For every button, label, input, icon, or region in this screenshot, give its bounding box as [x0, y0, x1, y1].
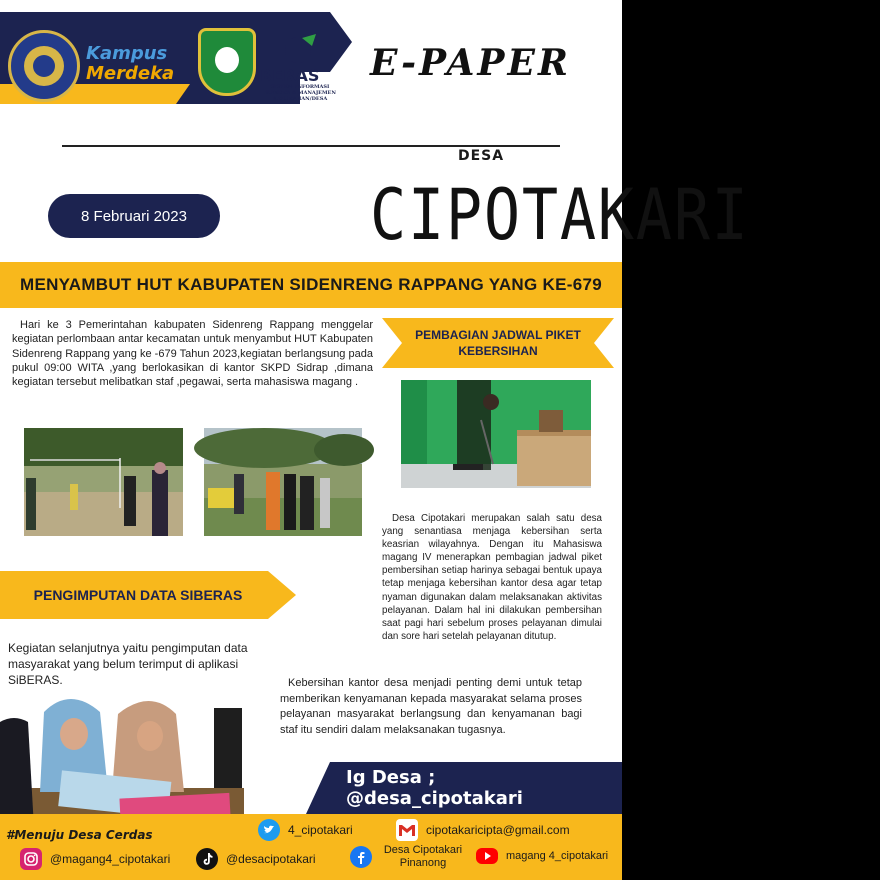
- hashtag: #Menuju Desa Cerdas: [6, 828, 153, 842]
- instagram-icon: [20, 848, 42, 870]
- village-name: CIPOTAKARI: [370, 174, 750, 256]
- volleyball-photo: [24, 428, 183, 536]
- siberas-subtitle: SISTEM INFORMASI BUMDES & MANAJEMEN KELURAHAN/DESA: [264, 84, 336, 102]
- email-link[interactable]: [396, 819, 570, 841]
- facebook-page: Desa Cipotakari Pinanong: [383, 844, 463, 869]
- instagram-account: @magang4_cipotakari: [50, 852, 171, 866]
- tug-of-war-photo: [204, 428, 362, 536]
- gmail-icon: [396, 819, 418, 841]
- youtube-icon: [476, 848, 498, 864]
- siberas-wordmark: BERAS: [260, 66, 320, 85]
- article-hut-body: Hari ke 3 Pemerintahan kabupaten Sidenreng Rappang menggelar kegiatan perlombaan antar kecamatan untuk menyambut HUT Kabupaten Sidenreng Rappang yang ke -679 Tahun 2023,kegiatan berlangsung pada pukul 09:00 WITA ,yang berlokasikan di kantor SKPD Sidrap ,dimana kegiatan tersebut melibatkan staf ,pegawai, serta mahasiswa magang .: [12, 319, 373, 389]
- epaper-title: E-PAPER: [370, 42, 571, 84]
- facebook-link[interactable]: [350, 844, 466, 870]
- kampus-merdeka-logo: [86, 44, 174, 84]
- desa-label: DESA: [458, 148, 505, 164]
- twitter-icon: [258, 819, 280, 841]
- headline-bar: [0, 262, 622, 308]
- siberas-body: Kegiatan selanjutnya yaitu pengimputan data masyarakat yang belum terimput di aplikasi SiBERAS.: [8, 641, 248, 687]
- headline-text: MENYAMBUT HUT KABUPATEN SIDENRENG RAPPANG YANG KE-679: [19, 275, 602, 294]
- tiktok-icon: [196, 848, 218, 870]
- cleaning-photo: [401, 380, 591, 488]
- youtube-link[interactable]: [476, 848, 608, 864]
- instagram-link[interactable]: [20, 848, 170, 870]
- twitter-handle: 4_cipotakari: [288, 823, 353, 837]
- date-badge: [48, 194, 220, 238]
- piket-closing: Kebersihan kantor desa menjadi penting demi untuk tetap memberikan kenyamanan kepada masyarakat selama proses pelayanan masyarakat berlangsung dan kenyamanan bagi staf itu sendiri dalam melaksanakan tugasnya.: [280, 677, 582, 736]
- facebook-icon: [350, 846, 372, 868]
- tiktok-link[interactable]: [196, 848, 316, 870]
- date-text: 8 Februari 2023: [81, 207, 187, 225]
- youtube-channel: magang 4_cipotakari: [506, 850, 609, 862]
- email-address: cipotakaricipta@gmail.com: [426, 823, 570, 837]
- data-input-photo: [0, 692, 244, 828]
- kampus-logo-line2: Merdeka: [86, 63, 175, 84]
- instagram-bar: [306, 762, 622, 814]
- piket-body: Desa Cipotakari merupakan salah satu desa yang senantiasa menjaga kebersihan serta keasrian wilayahnya. Dengan itu Mahasiswa magang IV menerapkan pembagian jadwal piket pembersihan setiap harinya sebagai bentuk upaya tetap menjaga kebersihan kantor desa agar tetap nyaman digunakan dalam melaksanakan aktivitas pelayanan. Dalam hal ini dilakukan pembersihan saat pagi hari sebelum proses pelayanan dimulai dan sore hari setelah pelayanan ditutup.: [382, 513, 602, 642]
- university-logo-icon: [8, 30, 80, 102]
- twitter-link[interactable]: [258, 819, 353, 841]
- piket-title: PEMBAGIAN JADWAL PIKET KEBERSIHAN: [415, 328, 581, 358]
- tiktok-account: @desacipotakari: [226, 852, 316, 866]
- siberas-title: PENGIMPUTAN DATA SIBERAS: [33, 586, 243, 603]
- header-divider: [62, 145, 560, 147]
- kampus-logo-line1: Kampus: [86, 43, 168, 64]
- siberas-title-ribbon: [0, 571, 296, 619]
- instagram-handle: Ig Desa ; @desa_cipotakari: [346, 767, 523, 809]
- piket-title-ribbon: [382, 318, 614, 368]
- regency-shield-icon: [198, 28, 256, 96]
